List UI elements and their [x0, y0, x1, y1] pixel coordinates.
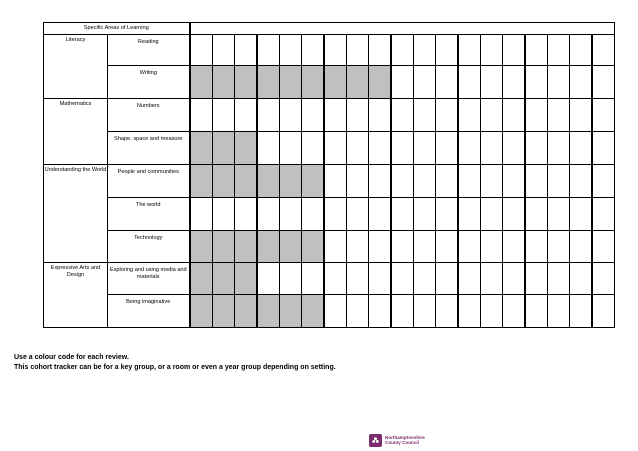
cohort-tracker-table	[43, 22, 615, 328]
tracker-cell[interactable]	[480, 99, 502, 132]
tracker-cell[interactable]	[547, 295, 569, 328]
tracker-cell[interactable]	[435, 231, 458, 263]
tracker-cell[interactable]	[569, 99, 592, 132]
tracker-cell[interactable]	[480, 132, 502, 165]
tracker-cell[interactable]	[569, 263, 592, 295]
tracker-cell[interactable]	[301, 165, 324, 198]
table-header: Specific Areas of Learning	[44, 23, 190, 35]
tracker-cell[interactable]	[234, 165, 257, 198]
tracker-cell[interactable]	[569, 295, 592, 328]
tracker-cell[interactable]	[346, 165, 368, 198]
tracker-cell[interactable]	[413, 132, 435, 165]
tracker-cell[interactable]	[301, 66, 324, 99]
tracker-cell[interactable]	[592, 263, 615, 295]
tracker-cell[interactable]	[592, 295, 615, 328]
tracker-cell[interactable]	[502, 198, 525, 231]
tracker-cell[interactable]	[346, 231, 368, 263]
table-row	[44, 231, 615, 263]
tracker-cell[interactable]	[458, 263, 481, 295]
tracker-cell[interactable]	[190, 295, 213, 328]
tracker-cell[interactable]	[592, 66, 615, 99]
aspect-cell: Exploring and using media and materials	[108, 263, 190, 295]
tracker-cell[interactable]	[391, 99, 414, 132]
tracker-cell[interactable]	[368, 66, 391, 99]
tracker-cell[interactable]	[480, 231, 502, 263]
aspect-cell: Technology	[108, 231, 190, 263]
tracker-cell[interactable]	[368, 132, 391, 165]
tracker-cell[interactable]	[257, 132, 280, 165]
tracker-cell[interactable]	[301, 132, 324, 165]
tracker-cell[interactable]	[234, 231, 257, 263]
council-logo	[369, 432, 439, 448]
tracker-cell[interactable]	[592, 99, 615, 132]
tracker-cell[interactable]	[212, 295, 234, 328]
tracker-cell[interactable]	[458, 35, 481, 66]
learning-area-cell: Literacy	[44, 35, 108, 99]
tracker-cell[interactable]	[190, 198, 213, 231]
tracker-cell[interactable]	[234, 35, 257, 66]
tracker-cell[interactable]	[547, 165, 569, 198]
tracker-cell[interactable]	[301, 295, 324, 328]
tracker-cell[interactable]	[502, 165, 525, 198]
tracker-cell[interactable]	[391, 263, 414, 295]
tracker-cell[interactable]	[279, 198, 301, 231]
council-crest-icon	[369, 434, 382, 447]
table-row	[44, 35, 615, 66]
tracker-cell[interactable]	[569, 66, 592, 99]
tracker-cell[interactable]	[458, 99, 481, 132]
tracker-cell[interactable]	[212, 132, 234, 165]
table-row	[44, 66, 615, 99]
tracker-cell[interactable]	[346, 99, 368, 132]
tracker-cell[interactable]	[257, 263, 280, 295]
tracker-cell[interactable]	[391, 198, 414, 231]
tracker-cell[interactable]	[391, 132, 414, 165]
tracker-cell[interactable]	[324, 263, 347, 295]
tracker-cell[interactable]	[190, 165, 213, 198]
tracker-cell[interactable]	[413, 263, 435, 295]
tracker-cell[interactable]	[234, 295, 257, 328]
tracker-cell[interactable]	[525, 295, 548, 328]
tracker-cell[interactable]	[212, 198, 234, 231]
tracker-cell[interactable]	[413, 35, 435, 66]
tracker-cell[interactable]	[547, 99, 569, 132]
tracker-cell[interactable]	[435, 295, 458, 328]
tracker-cell[interactable]	[301, 198, 324, 231]
tracker-cell[interactable]	[480, 35, 502, 66]
tracker-cell[interactable]	[368, 295, 391, 328]
tracker-cell[interactable]	[324, 198, 347, 231]
tracker-cell[interactable]	[458, 165, 481, 198]
tracker-cell[interactable]	[525, 66, 548, 99]
tracker-cell[interactable]	[480, 295, 502, 328]
note-cohort-tracker: This cohort tracker can be for a key group, or a room or even a year group depending on setting.	[14, 364, 336, 371]
tracker-cell[interactable]	[324, 35, 347, 66]
tracker-cell[interactable]	[391, 66, 414, 99]
table-row	[44, 165, 615, 198]
tracker-cell[interactable]	[569, 231, 592, 263]
tracker-cell[interactable]	[368, 35, 391, 66]
tracker-cell[interactable]	[458, 132, 481, 165]
tracker-cell[interactable]	[592, 231, 615, 263]
tracker-cell[interactable]	[413, 99, 435, 132]
tracker-cell[interactable]	[324, 165, 347, 198]
tracker-cell[interactable]	[592, 132, 615, 165]
tracker-cell[interactable]	[324, 132, 347, 165]
tracker-cell[interactable]	[435, 35, 458, 66]
tracker-cell[interactable]	[324, 295, 347, 328]
tracker-cell[interactable]	[368, 99, 391, 132]
tracker-cell[interactable]	[257, 35, 280, 66]
tracker-cell[interactable]	[212, 66, 234, 99]
tracker-cell[interactable]	[279, 295, 301, 328]
tracker-cell[interactable]	[257, 165, 280, 198]
tracker-cell[interactable]	[368, 231, 391, 263]
aspect-cell: Being imaginative	[108, 295, 190, 328]
aspect-cell: The world	[108, 198, 190, 231]
tracker-cell[interactable]	[346, 295, 368, 328]
tracker-cell[interactable]	[190, 263, 213, 295]
tracker-cell[interactable]	[346, 66, 368, 99]
tracker-cell[interactable]	[301, 231, 324, 263]
tracker-cell[interactable]	[279, 263, 301, 295]
aspect-cell: Numbers	[108, 99, 190, 132]
tracker-cell[interactable]	[234, 198, 257, 231]
tracker-cell[interactable]	[346, 35, 368, 66]
tracker-cell[interactable]	[279, 165, 301, 198]
tracker-cell[interactable]	[502, 263, 525, 295]
tracker-cell[interactable]	[502, 132, 525, 165]
tracker-cell[interactable]	[592, 198, 615, 231]
tracker-cell[interactable]	[502, 295, 525, 328]
tracker-cell[interactable]	[190, 99, 213, 132]
tracker-cell[interactable]	[569, 132, 592, 165]
tracker-cell[interactable]	[525, 231, 548, 263]
tracker-cell[interactable]	[592, 165, 615, 198]
logo-line-1: Northamptonshire	[385, 434, 425, 440]
tracker-cell[interactable]	[212, 35, 234, 66]
tracker-cell[interactable]	[435, 99, 458, 132]
tracker-cell[interactable]	[234, 132, 257, 165]
tracker-cell[interactable]	[324, 231, 347, 263]
tracker-cell[interactable]	[569, 165, 592, 198]
tracker-cell[interactable]	[435, 165, 458, 198]
tracker-cell[interactable]	[569, 198, 592, 231]
tracker-cell[interactable]	[279, 132, 301, 165]
tracker-cell[interactable]	[368, 165, 391, 198]
tracker-cell[interactable]	[480, 263, 502, 295]
tracker-cell[interactable]	[257, 66, 280, 99]
table-row	[44, 263, 615, 295]
tracker-cell[interactable]	[391, 231, 414, 263]
tracker-cell[interactable]	[212, 99, 234, 132]
tracker-cell[interactable]	[257, 198, 280, 231]
tracker-cell[interactable]	[413, 165, 435, 198]
tracker-cell[interactable]	[480, 66, 502, 99]
tracker-cell[interactable]	[212, 165, 234, 198]
tracker-cell[interactable]	[502, 35, 525, 66]
table-row	[44, 295, 615, 328]
tracker-cell[interactable]	[413, 66, 435, 99]
aspect-cell: Writing	[108, 66, 190, 99]
learning-area-cell: Understanding the World	[44, 165, 108, 263]
tracker-cell[interactable]	[234, 99, 257, 132]
aspect-cell: People and communities	[108, 165, 190, 198]
tracker-cell[interactable]	[279, 99, 301, 132]
tracker-cell[interactable]	[368, 198, 391, 231]
tracker-cell[interactable]	[458, 295, 481, 328]
logo-line-2: County Council	[385, 440, 419, 445]
tracker-cell[interactable]	[569, 35, 592, 66]
tracker-cell[interactable]	[435, 263, 458, 295]
tracker-cell[interactable]	[212, 263, 234, 295]
tracker-cell[interactable]	[279, 66, 301, 99]
tracker-cell[interactable]	[234, 66, 257, 99]
tracker-cell[interactable]	[279, 35, 301, 66]
tracker-cell[interactable]	[525, 198, 548, 231]
tracker-cell[interactable]	[368, 263, 391, 295]
tracker-cell[interactable]	[592, 35, 615, 66]
tracker-cell[interactable]	[480, 198, 502, 231]
tracker-cell[interactable]	[502, 66, 525, 99]
tracker-cell[interactable]	[502, 99, 525, 132]
tracker-cell[interactable]	[525, 165, 548, 198]
tracker-cell[interactable]	[435, 132, 458, 165]
tracker-cell[interactable]	[391, 295, 414, 328]
aspect-cell: Reading	[108, 35, 190, 66]
tracker-cell[interactable]	[257, 231, 280, 263]
tracker-cell[interactable]	[346, 263, 368, 295]
aspect-cell: Shape, space and measure	[108, 132, 190, 165]
tracker-cell[interactable]	[190, 132, 213, 165]
tracker-cell[interactable]	[458, 231, 481, 263]
tracker-cell[interactable]	[547, 231, 569, 263]
tracker-cell[interactable]	[190, 231, 213, 263]
tracker-cell[interactable]	[346, 198, 368, 231]
table-row	[44, 198, 615, 231]
learning-area-cell: Mathematics	[44, 99, 108, 165]
tracker-cell[interactable]	[525, 35, 548, 66]
tracker-cell[interactable]	[413, 198, 435, 231]
tracker-cell[interactable]	[190, 35, 213, 66]
review-columns-header	[190, 23, 615, 35]
tracker-cell[interactable]	[525, 263, 548, 295]
tracker-cell[interactable]	[257, 295, 280, 328]
tracker-cell[interactable]	[301, 35, 324, 66]
tracker-cell[interactable]	[391, 165, 414, 198]
note-colour-code: Use a colour code for each review.	[14, 354, 129, 361]
table-header-row	[44, 23, 615, 35]
tracker-cell[interactable]	[301, 263, 324, 295]
tracker-cell[interactable]	[279, 231, 301, 263]
tracker-cell[interactable]	[234, 263, 257, 295]
tracker-cell[interactable]	[525, 132, 548, 165]
tracker-cell[interactable]	[458, 198, 481, 231]
tracker-cell[interactable]	[190, 66, 213, 99]
tracker-cell[interactable]	[458, 66, 481, 99]
tracker-cell[interactable]	[547, 263, 569, 295]
table-row	[44, 132, 615, 165]
tracker-cell[interactable]	[547, 198, 569, 231]
tracker-cell[interactable]	[413, 231, 435, 263]
learning-area-cell: Expressive Arts and Design	[44, 263, 108, 328]
tracker-cell[interactable]	[301, 99, 324, 132]
tracker-cell[interactable]	[547, 35, 569, 66]
tracker-cell[interactable]	[480, 165, 502, 198]
tracker-cell[interactable]	[525, 99, 548, 132]
tracker-cell[interactable]	[547, 132, 569, 165]
tracker-cell[interactable]	[547, 66, 569, 99]
tracker-cell[interactable]	[391, 35, 414, 66]
tracker-cell[interactable]	[324, 99, 347, 132]
tracker-cell[interactable]	[413, 295, 435, 328]
tracker-cell[interactable]	[212, 231, 234, 263]
tracker-cell[interactable]	[502, 231, 525, 263]
table-row	[44, 99, 615, 132]
tracker-cell[interactable]	[324, 66, 347, 99]
tracker-cell[interactable]	[435, 66, 458, 99]
tracker-cell[interactable]	[346, 132, 368, 165]
tracker-cell[interactable]	[257, 99, 280, 132]
tracker-cell[interactable]	[435, 198, 458, 231]
